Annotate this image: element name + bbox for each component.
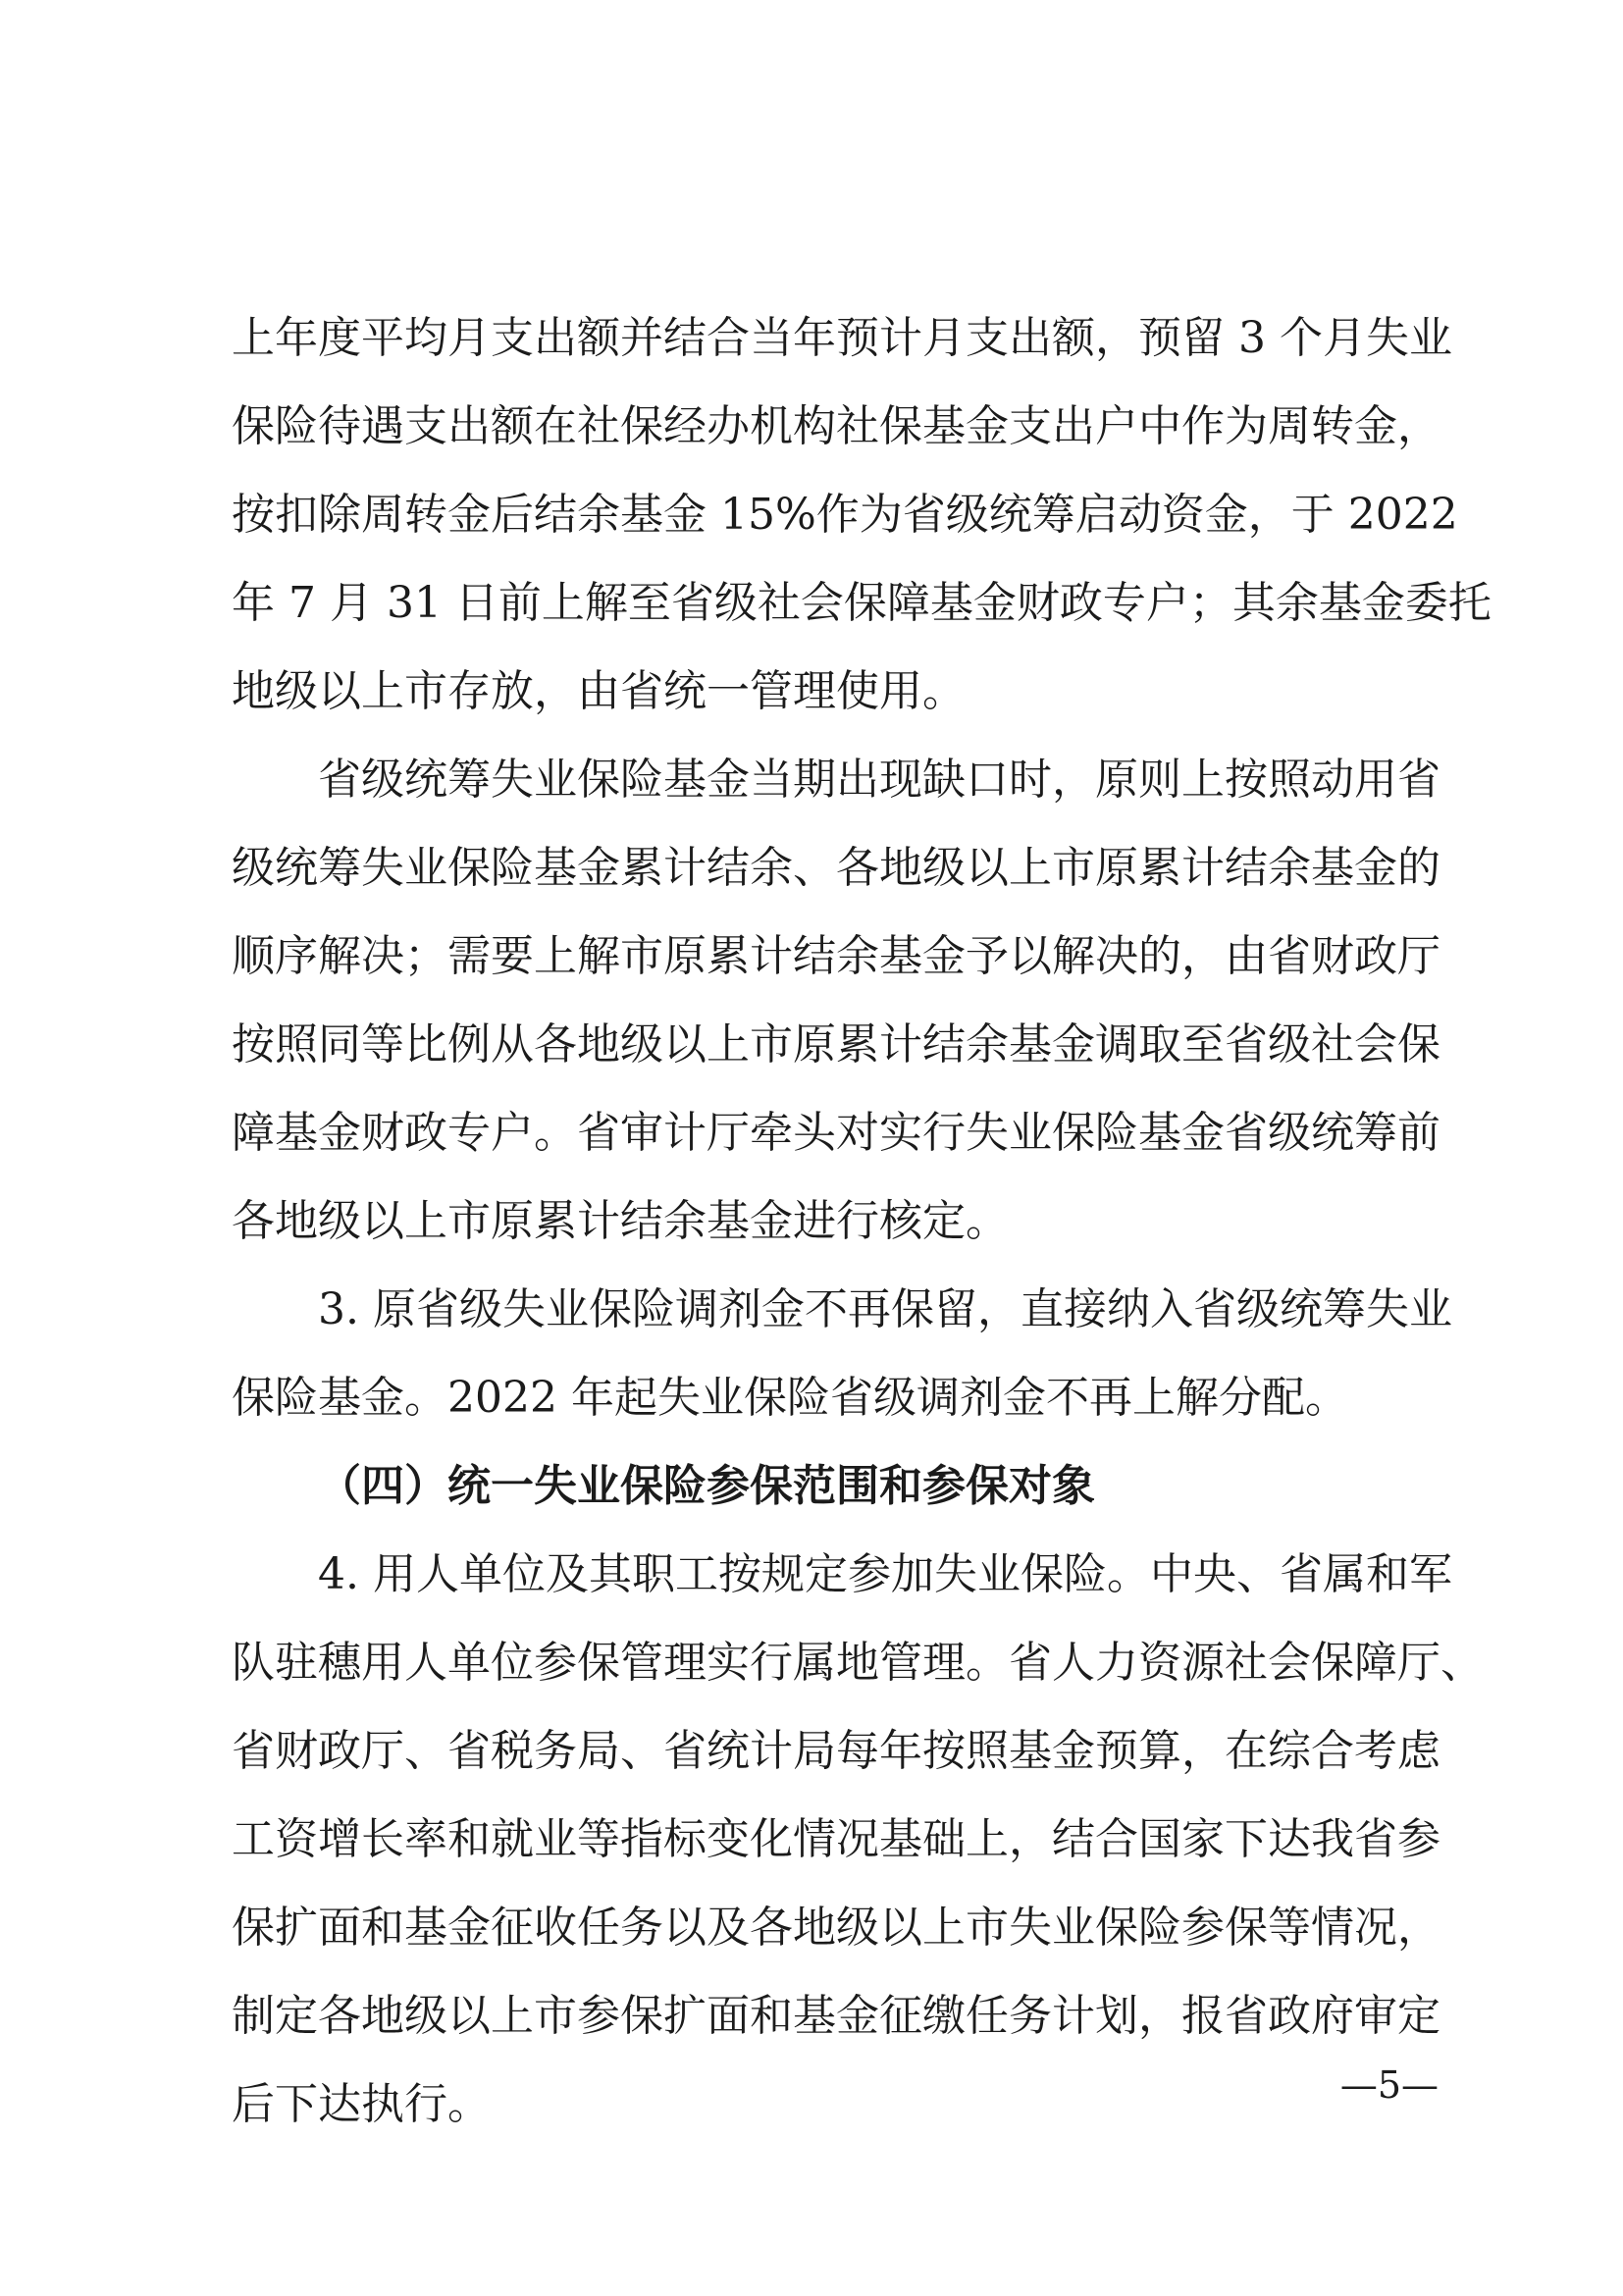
text-line: 顺序解决；需要上解市原累计结余基金予以解决的，由省财政厅 bbox=[232, 931, 1440, 981]
text-line: 障基金财政专户。省审计厅牵头对实行失业保险基金省级统筹前 bbox=[232, 1108, 1440, 1158]
text-line: 省财政厅、省税务局、省统计局每年按照基金预算，在综合考虑 bbox=[232, 1726, 1440, 1776]
text-line: 省级统筹失业保险基金当期出现缺口时，原则上按照动用省 bbox=[318, 755, 1440, 805]
text-line: 保扩面和基金征收任务以及各地级以上市失业保险参保等情况， bbox=[232, 1903, 1440, 1953]
text-line: 4. 用人单位及其职工按规定参加失业保险。中央、省属和军 bbox=[318, 1549, 1452, 1599]
text-line: 按扣除周转金后结余基金 15%作为省级统筹启动资金，于 2022 bbox=[232, 490, 1458, 540]
text-line: 保险待遇支出额在社保经办机构社保基金支出户中作为周转金， bbox=[232, 401, 1440, 451]
text-line: 按照同等比例从各地级以上市原累计结余基金调取至省级社会保 bbox=[232, 1019, 1440, 1070]
text-line: 3. 原省级失业保险调剂金不再保留，直接纳入省级统筹失业 bbox=[318, 1284, 1452, 1334]
page-number: —5— bbox=[1339, 2063, 1439, 2107]
text-line: 年 7 月 31 日前上解至省级社会保障基金财政专户；其余基金委托 bbox=[232, 578, 1492, 628]
paragraph-fund-reserve bbox=[232, 294, 1492, 736]
paragraph-item-3 bbox=[232, 1266, 1452, 1442]
text-line: 后下达执行。 bbox=[232, 2079, 491, 2129]
document-body bbox=[232, 294, 1492, 2149]
section-heading: （四）统一失业保险参保范围和参保对象 bbox=[318, 1461, 1095, 1511]
text-line: 制定各地级以上市参保扩面和基金征缴任务计划，报省政府审定 bbox=[232, 1991, 1440, 2041]
text-line: 保险基金。2022 年起失业保险省级调剂金不再上解分配。 bbox=[232, 1373, 1348, 1423]
text-line: 地级以上市存放，由省统一管理使用。 bbox=[232, 666, 966, 716]
text-line: 级统筹失业保险基金累计结余、各地级以上市原累计结余基金的 bbox=[232, 843, 1440, 893]
text-line: 队驻穗用人单位参保管理实行属地管理。省人力资源社会保障厅、 bbox=[232, 1638, 1484, 1688]
text-line: 上年度平均月支出额并结合当年预计月支出额，预留 3 个月失业 bbox=[232, 313, 1452, 363]
paragraph-item-4 bbox=[232, 1531, 1484, 2149]
text-line: 各地级以上市原累计结余基金进行核定。 bbox=[232, 1196, 1009, 1246]
paragraph-fund-gap bbox=[232, 736, 1439, 1266]
text-line: 工资增长率和就业等指标变化情况基础上，结合国家下达我省参 bbox=[232, 1814, 1440, 1864]
